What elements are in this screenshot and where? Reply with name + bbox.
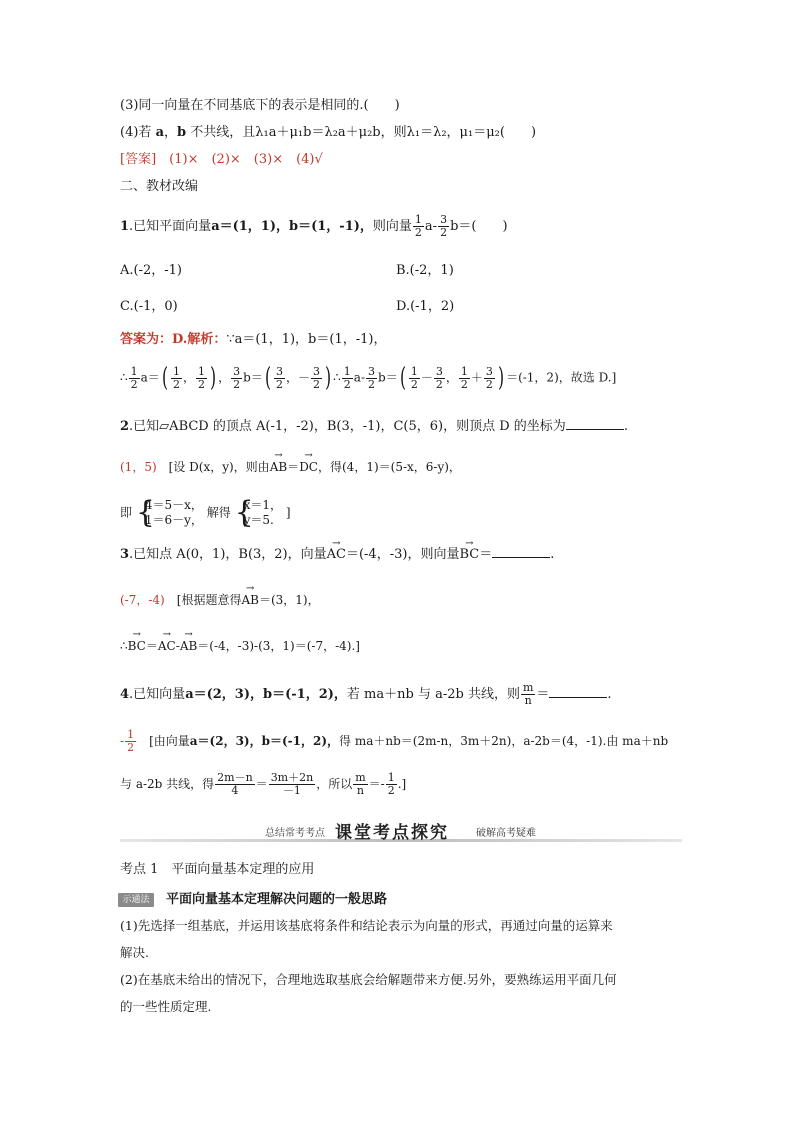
item-4-conclusion: λ₁＝λ₂，μ₁＝μ₂( ) xyxy=(406,125,537,140)
method-2-line-2: 的一些性质定理. xyxy=(120,999,212,1014)
banner-right-text: 破解高考疑难 xyxy=(476,828,536,839)
banner-left-text: 总结常考考点 xyxy=(265,828,325,839)
fraction-m-over-n: $\frac{m}{n}$ xyxy=(522,681,534,707)
option-d: D.(-1，2) xyxy=(396,299,455,314)
banner-title: 课堂考点探究 xyxy=(335,823,449,843)
option-c: C.(-1，0) xyxy=(120,299,178,314)
vector-b: b xyxy=(177,125,187,140)
problem-3-solution-2: ∴→ BC＝→ AC-→ AB＝(-4，-3)-(3，1)＝(-7，-4).] xyxy=(120,637,360,655)
problem-3-answer: (-7，-4) xyxy=(120,593,165,607)
vector-bc: → BC xyxy=(128,637,146,655)
vector-b-value: b＝(-1，2)， xyxy=(263,687,347,702)
problem-1-text-b: 则向量 xyxy=(372,219,412,234)
problem-3-number: 3 xyxy=(120,547,130,562)
vector-ab: → AB xyxy=(241,591,258,609)
answer-blank xyxy=(492,545,550,558)
problem-3-solution: (-7，-4) [根据题意得→ AB＝(3，1)， xyxy=(120,591,320,609)
problem-4-stem: 4.已知向量a＝(2，3)，b＝(-1，2)，若 ma＋nb 与 a-2b 共线，则 $\frac{m}{n}$ ＝ . xyxy=(120,681,612,707)
problem-2-stem xyxy=(120,417,628,436)
equation-system-1: { 4＝5－x， 1＝6－y， xyxy=(136,498,203,528)
problem-1-stem xyxy=(120,214,508,239)
problem-3-stem: 3.已知点 A(0，1)，B(3，2)，向量→ AC＝(-4，-3)，则向量→ BC＝ . xyxy=(120,545,554,564)
problem-4-solution: - $\frac{1}{2}$ [由向量a＝(2，3)，b＝(-1，2)，得 ma＋nb＝(2m-n，3m＋2n)，a-2b＝(4，-1).由 ma＋nb xyxy=(120,728,669,754)
section-banner xyxy=(120,818,682,842)
item-4-then: ，则 xyxy=(380,125,407,140)
problem-2-tail: . xyxy=(623,419,628,434)
vector-a-value: a＝(2，3)， xyxy=(185,687,264,702)
answer-blank xyxy=(549,685,607,698)
problem-1-text-mid: a- xyxy=(424,219,438,234)
method-1-line-2: 解决. xyxy=(120,945,149,960)
option-b: B.(-2，1) xyxy=(396,263,454,278)
item-4-mid: 不共线，且 xyxy=(190,125,256,140)
vector-ac: → AC xyxy=(158,637,176,655)
vector-b-value: b＝(1，-1)， xyxy=(289,219,373,234)
method-heading xyxy=(118,891,387,909)
answer-text: (1)× (2)× (3)× (4)√ xyxy=(169,152,323,167)
answer-label: [答案] xyxy=(120,152,157,167)
fraction-three-halves: $\frac{3}{2}$ xyxy=(440,213,448,239)
problem-4-answer: - $\frac{1}{2}$ xyxy=(120,728,135,754)
kaodian-title: 考点 1 平面向量基本定理的应用 xyxy=(120,862,315,877)
item-4: (4)若 a，b 不共线，且λ₁a＋μ₁b＝λ₂a＋μ₂b，则λ₁＝λ₂，μ₁＝μ₂( ) xyxy=(120,125,537,140)
item-3: (3)同一向量在不同基底下的表示是相同的.( ) xyxy=(120,98,400,113)
answer-blank xyxy=(566,417,624,430)
vector-ac: → AC xyxy=(327,546,346,564)
section-title: 二、教材改编 xyxy=(120,179,199,194)
problem-2-solution: (1，5) [设 D(x，y)，则由→ AB＝→ DC，得(4，1)＝(5-x，6-y)， xyxy=(120,458,461,476)
problem-1-number: 1 xyxy=(120,219,130,234)
problem-2-text: .已知▱ABCD 的顶点 A(-1，-2)，B(3，-1)，C(5，6)，则顶点 D 的坐标为 xyxy=(129,419,566,434)
method-1-line-1: (1)先选择一组基底，并运用该基底将条件和结论表示为向量的形式，再通过向量的运算来 xyxy=(120,918,613,933)
vector-a-value: a＝(1，1)， xyxy=(211,219,290,234)
item-4-equation: λ₁a＋μ₁b＝λ₂a＋μ₂b xyxy=(255,125,381,140)
answer-line xyxy=(120,151,323,169)
problem-2-system: 即 { 4＝5－x， 1＝6－y， 解得 { x＝1， y＝5. ] xyxy=(120,498,291,528)
method-2-line-1: (2)在基底未给出的情况下，合理地选取基底会给解题带来方便.另外，要熟练运用平面几何 xyxy=(120,972,617,987)
method-title: 平面向量基本定理解决问题的一般思路 xyxy=(166,892,388,907)
problem-1-answer xyxy=(120,331,386,349)
problem-1-solution: ∴ $\frac{1}{2}$ a＝( $\frac{1}{2}$ ， $\frac{1}{2}$ ) ， $\frac{3}{2}$ b＝( $\frac{3}{2}$ ，－ $\frac{3}{2}$ ) ∴ $\frac{1}{2}$ a- $\frac{3}{2}$ b＝( $\frac{1}{2}$ － $\frac{3}{2}$ ， $\frac{1}{2}$ ＋ $\frac{3}{2}$ ) ＝(-1，2)，故选 D.] xyxy=(120,363,617,393)
problem-1-text-a: .已知平面向量 xyxy=(129,219,212,234)
vector-bc: → BC xyxy=(459,546,479,564)
problem-2-number: 2 xyxy=(120,419,130,434)
problem-1-text-tail: b＝( ) xyxy=(450,219,508,234)
answer-label: 答案为：D.解析： xyxy=(120,332,227,347)
problem-4-number: 4 xyxy=(120,687,130,702)
vector-a: a xyxy=(155,125,164,140)
method-badge-icon: 示通法 xyxy=(118,893,154,907)
option-a: A.(-2，-1) xyxy=(120,263,182,278)
vector-dc: → DC xyxy=(299,458,318,476)
vector-ab: → AB xyxy=(180,637,197,655)
fraction-half: $\frac{1}{2}$ xyxy=(414,213,422,239)
equation-system-2: { x＝1， y＝5. xyxy=(235,498,282,528)
problem-2-answer: (1，5) xyxy=(120,460,157,474)
problem-4-solution-2: 与 a-2b 共线，得 $\frac{2m-n}{4}$ ＝ $\frac{3m+2n}{-1}$ ，所以 $\frac{m}{n}$ ＝- $\frac{1}{2}$ .] xyxy=(120,771,407,797)
answer-premise: ∵a＝(1，1)，b＝(1，-1)， xyxy=(226,332,387,347)
vector-ab: → AB xyxy=(270,458,287,476)
item-4-prefix: (4)若 xyxy=(120,125,152,140)
